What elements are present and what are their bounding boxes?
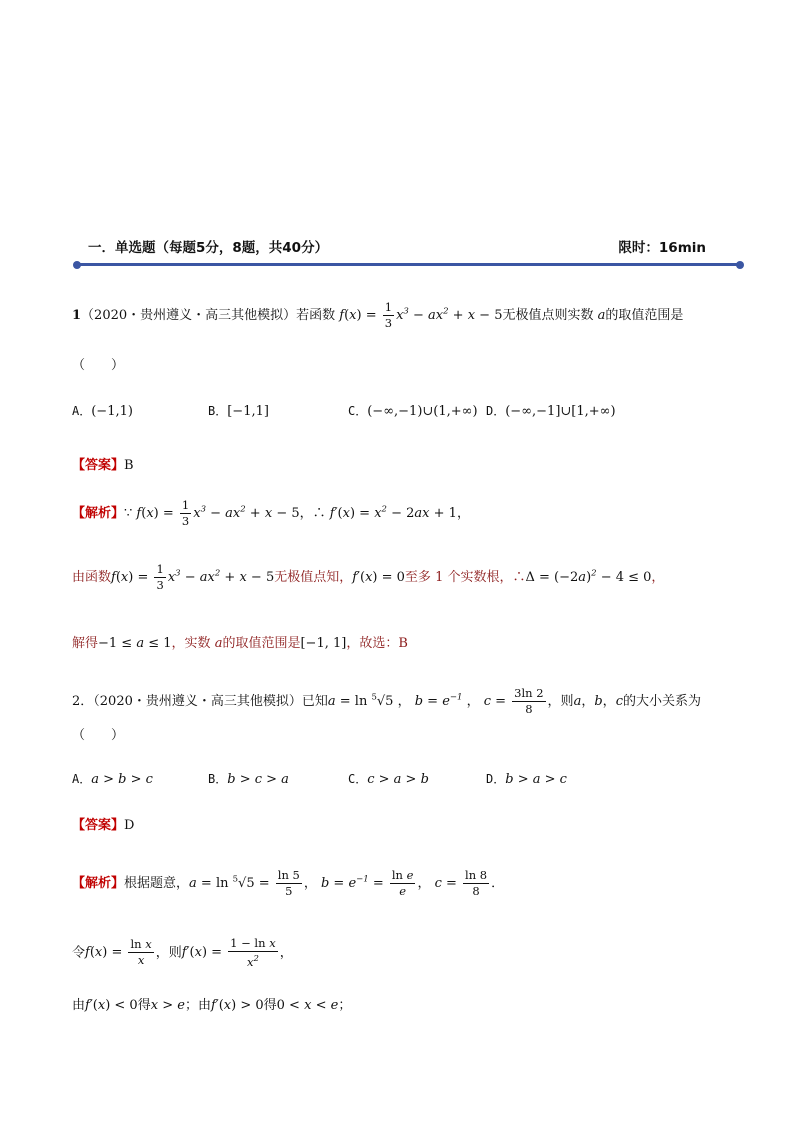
q2-line3-mid2: ；由: [184, 998, 211, 1013]
q1-function: f(x) = $\frac{1}{3}$ $x^3 - ax^2 + x - 5$: [339, 300, 503, 330]
divider-right-dot-icon: [736, 261, 744, 269]
q1-option-d: [486, 402, 616, 419]
q1-answer: [72, 454, 134, 473]
q1-analysis-line3-var: a: [214, 636, 223, 651]
q1-option-c-value: (−∞,−1)∪(1,+∞): [367, 404, 478, 419]
q1-analysis-line1-end: ，: [456, 506, 470, 521]
q2-option-b-label: B．: [208, 772, 228, 786]
q2-line3-mid3: 得: [263, 998, 277, 1013]
divider-left-dot-icon: [73, 261, 81, 269]
q1-option-b: [208, 402, 269, 419]
q1-analysis-line1-mid: ，∴: [299, 506, 326, 521]
q2-analysis-line1-start: 根据题意，: [124, 876, 190, 891]
q2-line2-end: ，: [279, 945, 293, 961]
q2-source: （2020・贵州遵义・高三其他模拟）已知: [93, 694, 328, 709]
q1-stem-var: a: [597, 308, 606, 323]
q2-option-b-value: b > c > a: [227, 772, 289, 787]
q1-number: 1: [72, 308, 82, 323]
q2-analysis-eq7: 0 < x < e: [276, 998, 339, 1013]
q2-analysis-eq1: a = ln $^5$√5 = $\frac{\ln 5}{5}$ ， $b = e^{-1}$ = $\frac{\text{ln e}}{e}$ ， c = $\frac{\ln 8}{8}$ ．: [189, 868, 505, 898]
q1-option-a: [72, 402, 133, 419]
q2-option-d-value: b > a > c: [505, 772, 567, 787]
q1-option-b-value: [−1,1]: [227, 404, 269, 419]
q2-line2-start: 令: [72, 945, 86, 961]
q2-analysis-line-3: [72, 994, 351, 1013]
q2-stem: [72, 686, 701, 717]
q1-analysis-eq3: f(x) = $\frac{1}{3}$ $x^3 - ax^2 + x - 5$: [111, 562, 275, 592]
q1-analysis-line3-start: 解得: [72, 636, 99, 651]
q2-analysis-tag: 【解析】: [72, 876, 125, 891]
q1-analysis-line3-end: ，故选：B: [346, 636, 408, 651]
q2-option-a-label: A．: [72, 772, 92, 786]
q1-analysis-line2-count: 1: [435, 570, 444, 585]
q2-option-a: [72, 770, 153, 787]
q2-stem-end: 的大小关系为: [622, 694, 701, 709]
q2-analysis-eq5: x > e: [150, 998, 185, 1013]
q1-analysis-eq6: −1 ≤ a ≤ 1: [98, 636, 172, 651]
q1-stem-end: 的取值范围是: [605, 308, 684, 323]
q1-analysis-line-2: [72, 562, 664, 593]
q2-line3-end: ；: [338, 998, 352, 1013]
q2-option-a-value: a > b > c: [91, 772, 153, 787]
q2-option-c: [348, 770, 429, 787]
q1-paren: （ ）: [72, 358, 125, 373]
q2-given: a = ln $^5$√5 ， $b = e^{-1}$ ， c = $\frac{3\ln 2}{8}$ ，则a，b，c: [327, 686, 623, 716]
q1-stem: [72, 300, 683, 331]
q2-analysis-eq2: f(x) = $\frac{\text{ln x}}{x}$: [85, 937, 152, 968]
q1-option-a-label: A．: [72, 404, 92, 418]
q1-option-d-value: (−∞,−1]∪[1,+∞): [505, 404, 616, 419]
q1-answer-value: B: [124, 458, 134, 473]
q1-analysis-line2-end: ，: [651, 570, 665, 585]
q2-answer: [72, 814, 134, 833]
q1-analysis-eq2: $f'(x) = x^2 - 2ax + 1$: [329, 504, 457, 521]
q1-option-b-label: B．: [208, 404, 228, 418]
q1-analysis-line-3: [72, 632, 408, 651]
q1-analysis-line-1: [72, 498, 470, 529]
q1-stem-suffix: 无极值点则实数: [502, 308, 594, 323]
q1-analysis-line2-start: 由函数: [72, 570, 112, 585]
q1-analysis-line2-mid: 无极值点知，: [274, 570, 353, 585]
q1-source: （2020・贵州遵义・高三其他模拟）若函数: [81, 308, 336, 323]
q1-analysis-eq5: $\Delta = (-2a)^2 - 4 \le 0$: [525, 568, 652, 585]
header-divider: [76, 263, 741, 266]
q2-analysis-eq3: f′(x) = $\frac{\text{1 − ln x}}{x^2}$: [181, 936, 276, 969]
q2-option-c-label: C．: [348, 772, 368, 786]
q1-analysis-eq4: f′(x) = 0: [352, 570, 405, 585]
q2-analysis-eq4: f′(x) < 0: [85, 998, 138, 1013]
q2-line2-mid: ，则: [155, 945, 182, 961]
q1-option-d-label: D．: [486, 404, 506, 418]
q2-analysis-line-2: [72, 936, 293, 970]
q1-option-c-label: C．: [348, 404, 368, 418]
q1-analysis-line3-mid2: 的取值范围是: [222, 636, 301, 651]
q2-number: 2．: [72, 694, 94, 709]
q1-analysis-line3-mid: ，实数: [171, 636, 211, 651]
q1-option-c: [348, 402, 478, 419]
section-title: 一．单选题（每题5分，8题，共40分）: [88, 240, 329, 256]
q2-answer-tag: 【答案】: [72, 818, 125, 833]
q2-analysis-line-1: [72, 868, 504, 899]
q2-answer-value: D: [124, 818, 135, 833]
q1-analysis-tag: 【解析】: [72, 506, 125, 521]
q1-analysis-line2-mid2: 至多: [404, 570, 431, 585]
q1-answer-tag: 【答案】: [72, 458, 125, 473]
q2-option-d: [486, 770, 567, 787]
q2-option-b: [208, 770, 289, 787]
q2-option-c-value: c > a > b: [367, 772, 429, 787]
q2-line3-start: 由: [72, 998, 86, 1013]
q1-analysis-eq1: ∵ f(x) = $\frac{1}{3}$ $x^3 - ax^2 + x - 5$: [124, 498, 300, 528]
q2-option-d-label: D．: [486, 772, 506, 786]
q1-option-a-value: (−1,1): [91, 404, 133, 419]
q2-analysis-eq6: f′(x) > 0: [210, 998, 264, 1013]
q1-analysis-line2-mid3: 个实数根，∴: [447, 570, 526, 585]
q2-line3-mid: 得: [137, 998, 151, 1013]
q1-analysis-interval: [−1, 1]: [300, 636, 347, 651]
time-limit: 限时：16min: [618, 240, 706, 256]
q2-paren: （ ）: [72, 728, 125, 743]
